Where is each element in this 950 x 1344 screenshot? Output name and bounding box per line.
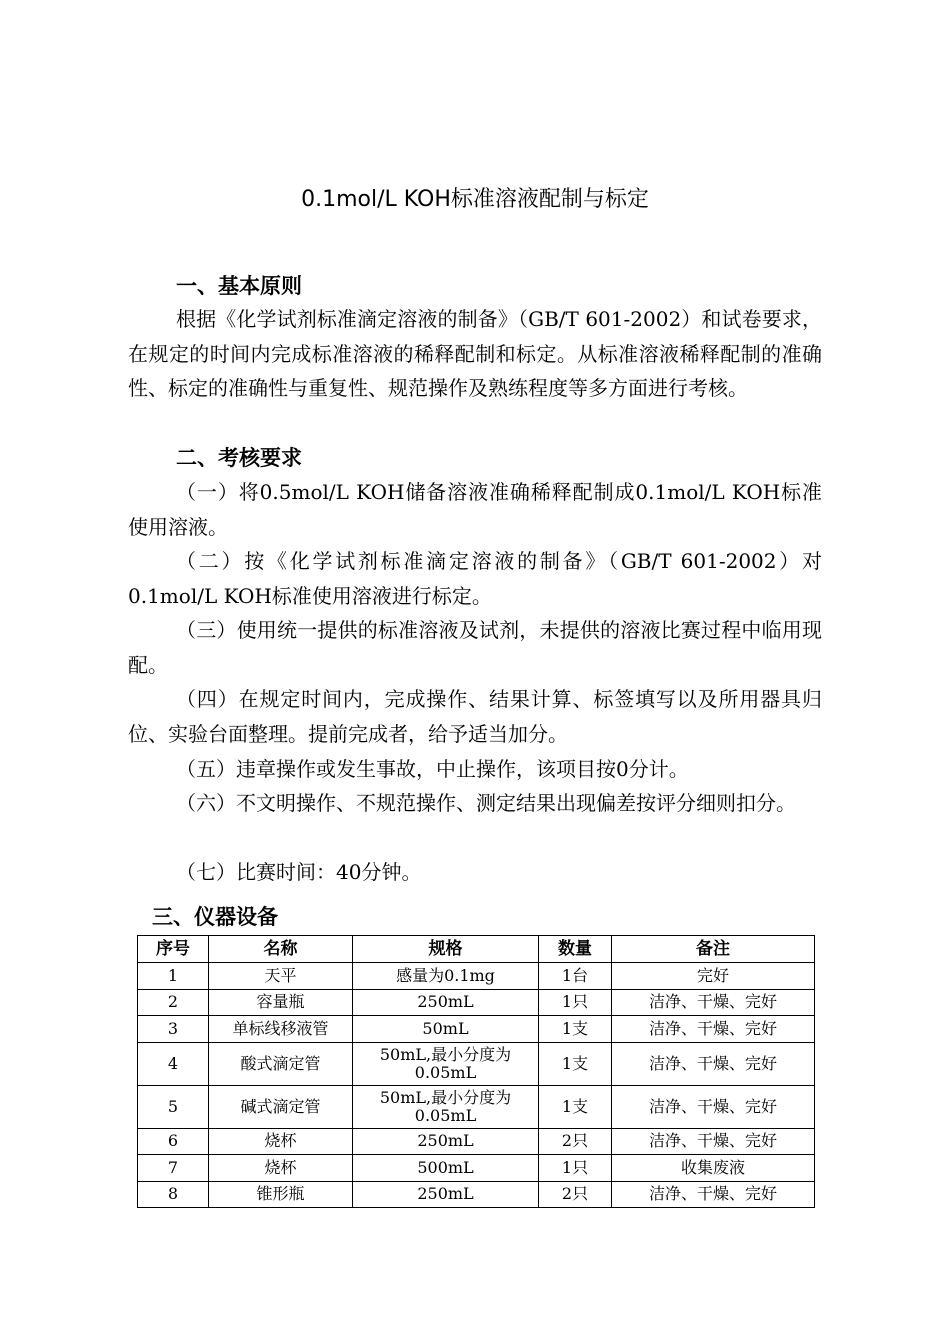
requirement-item-1: （一）将0.5mol/L KOH储备溶液准确稀释配制成0.1mol/L KOH标准使用溶液。 bbox=[128, 480, 822, 539]
requirement-item-7: （七）比赛时间：40分钟。 bbox=[176, 860, 422, 884]
table-row bbox=[138, 1085, 815, 1128]
cell-spec: 50mL,最小分度为0.05mL bbox=[353, 1085, 539, 1128]
principles-paragraph: 根据《化学试剂标准滴定溶液的制备》（GB/T 601-2002）和试卷要求，在规定的时间内完成标准溶液的稀释配制和标定。从标准溶液稀释配制的准确性、标定的准确性与重复性、规范操作及熟练程度等多方面进行考核。 bbox=[128, 307, 822, 400]
document-title: 0.1mol/L KOH标准溶液配制与标定 bbox=[301, 187, 649, 212]
cell-index: 6 bbox=[138, 1128, 209, 1155]
requirement-item-3: （三）使用统一提供的标准溶液及试剂，未提供的溶液比赛过程中临用现配。 bbox=[128, 618, 822, 677]
section-heading-equipment: 三、仪器设备 bbox=[152, 905, 278, 929]
cell-remarks: 洁净、干燥、完好 bbox=[612, 1042, 815, 1085]
cell-remarks: 完好 bbox=[612, 963, 815, 990]
cell-spec: 感量为0.1mg bbox=[353, 963, 539, 990]
requirement-item-4: （四）在规定时间内，完成操作、结果计算、标签填写以及所用器具归位、实验台面整理。提前完成者，给予适当加分。 bbox=[128, 687, 822, 746]
cell-remarks: 洁净、干燥、完好 bbox=[612, 1181, 815, 1208]
cell-name: 容量瓶 bbox=[209, 989, 353, 1016]
table-row bbox=[138, 1181, 815, 1208]
cell-name: 烧杯 bbox=[209, 1128, 353, 1155]
table-row bbox=[138, 1128, 815, 1155]
table-row bbox=[138, 963, 815, 990]
cell-quantity: 2只 bbox=[539, 1128, 612, 1155]
cell-index: 1 bbox=[138, 963, 209, 990]
cell-spec: 500mL bbox=[353, 1155, 539, 1182]
column-header-quantity: 数量 bbox=[539, 936, 612, 963]
cell-spec: 250mL bbox=[353, 1128, 539, 1155]
cell-index: 4 bbox=[138, 1042, 209, 1085]
cell-spec: 250mL bbox=[353, 989, 539, 1016]
table-row bbox=[138, 989, 815, 1016]
column-header-spec: 规格 bbox=[353, 936, 539, 963]
section-heading-requirements: 二、考核要求 bbox=[176, 446, 302, 470]
column-header-index: 序号 bbox=[138, 936, 209, 963]
cell-quantity: 1只 bbox=[539, 1155, 612, 1182]
table-row bbox=[138, 1016, 815, 1043]
cell-name: 锥形瓶 bbox=[209, 1181, 353, 1208]
cell-remarks: 洁净、干燥、完好 bbox=[612, 989, 815, 1016]
requirement-item-2: （二）按《化学试剂标准滴定溶液的制备》（GB/T 601-2002）对0.1mol/L KOH标准使用溶液进行标定。 bbox=[128, 549, 822, 608]
equipment-table bbox=[137, 935, 815, 1208]
cell-index: 7 bbox=[138, 1155, 209, 1182]
cell-spec: 50mL,最小分度为0.05mL bbox=[353, 1042, 539, 1085]
column-header-name: 名称 bbox=[209, 936, 353, 963]
cell-quantity: 1台 bbox=[539, 963, 612, 990]
cell-remarks: 洁净、干燥、完好 bbox=[612, 1016, 815, 1043]
cell-index: 3 bbox=[138, 1016, 209, 1043]
cell-name: 天平 bbox=[209, 963, 353, 990]
requirement-item-5: （五）违章操作或发生事故，中止操作，该项目按0分计。 bbox=[176, 757, 689, 781]
cell-quantity: 1支 bbox=[539, 1042, 612, 1085]
cell-remarks: 收集废液 bbox=[612, 1155, 815, 1182]
table-header-row bbox=[138, 936, 815, 963]
requirement-item-6: （六）不文明操作、不规范操作、测定结果出现偏差按评分细则扣分。 bbox=[176, 791, 796, 815]
cell-name: 酸式滴定管 bbox=[209, 1042, 353, 1085]
cell-quantity: 1支 bbox=[539, 1085, 612, 1128]
cell-remarks: 洁净、干燥、完好 bbox=[612, 1128, 815, 1155]
section-heading-principles: 一、基本原则 bbox=[176, 274, 302, 298]
cell-name: 碱式滴定管 bbox=[209, 1085, 353, 1128]
cell-quantity: 2只 bbox=[539, 1181, 612, 1208]
table-row bbox=[138, 1042, 815, 1085]
cell-spec: 250mL bbox=[353, 1181, 539, 1208]
cell-index: 2 bbox=[138, 989, 209, 1016]
cell-quantity: 1只 bbox=[539, 989, 612, 1016]
cell-spec: 50mL bbox=[353, 1016, 539, 1043]
cell-quantity: 1支 bbox=[539, 1016, 612, 1043]
cell-index: 8 bbox=[138, 1181, 209, 1208]
table-row bbox=[138, 1155, 815, 1182]
cell-remarks: 洁净、干燥、完好 bbox=[612, 1085, 815, 1128]
cell-name: 单标线移液管 bbox=[209, 1016, 353, 1043]
cell-name: 烧杯 bbox=[209, 1155, 353, 1182]
column-header-remarks: 备注 bbox=[612, 936, 815, 963]
cell-index: 5 bbox=[138, 1085, 209, 1128]
